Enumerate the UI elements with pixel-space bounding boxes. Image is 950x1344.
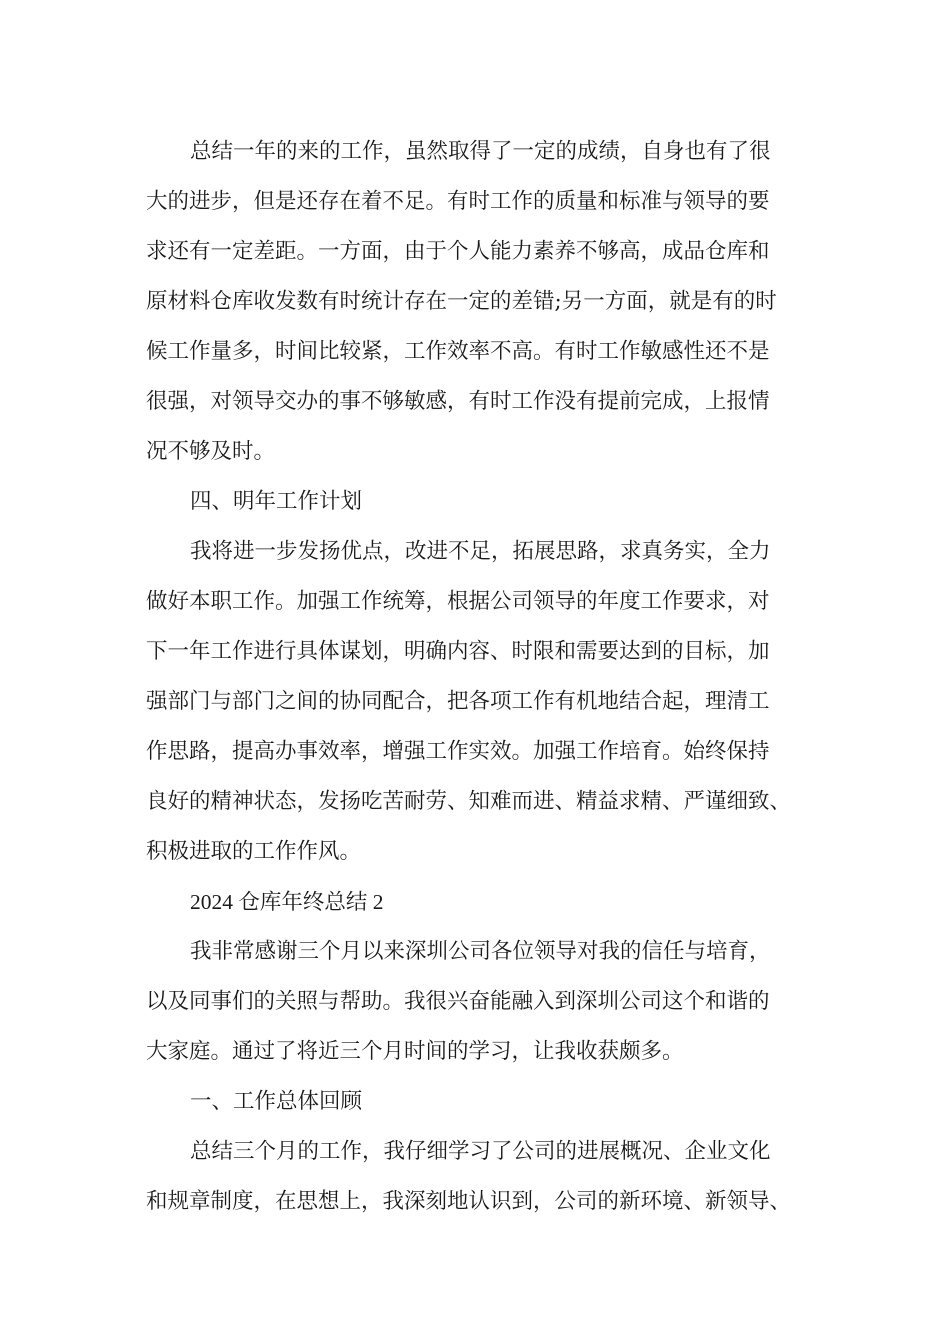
paragraph-line: 做好本职工作。加强工作统筹，根据公司领导的年度工作要求，对 bbox=[146, 589, 770, 614]
paragraph-line: 总结一年的来的工作，虽然取得了一定的成绩，自身也有了很 bbox=[190, 139, 771, 164]
paragraph-line: 作思路，提高办事效率，增强工作实效。加强工作培育。始终保持 bbox=[146, 739, 770, 764]
section-heading: 一、工作总体回顾 bbox=[190, 1089, 363, 1114]
paragraph-line: 强部门与部门之间的协同配合，把各项工作有机地结合起，理清工 bbox=[146, 689, 770, 714]
paragraph-line: 求还有一定差距。一方面，由于个人能力素养不够高，成品仓库和 bbox=[146, 239, 770, 264]
paragraph-line: 以及同事们的关照与帮助。我很兴奋能融入到深圳公司这个和谐的 bbox=[146, 989, 770, 1014]
paragraph-line: 我非常感谢三个月以来深圳公司各位领导对我的信任与培育， bbox=[190, 939, 771, 964]
document-subtitle: 2024 仓库年终总结 2 bbox=[190, 890, 384, 914]
paragraph-line: 下一年工作进行具体谋划，明确内容、时限和需要达到的目标，加 bbox=[146, 639, 770, 664]
paragraph-line: 很强，对领导交办的事不够敏感，有时工作没有提前完成，上报情 bbox=[146, 389, 770, 414]
paragraph-line: 我将进一步发扬优点，改进不足，拓展思路，求真务实，全力 bbox=[190, 539, 771, 564]
paragraph-line: 总结三个月的工作，我仔细学习了公司的进展概况、企业文化 bbox=[190, 1139, 771, 1164]
paragraph-line: 和规章制度，在思想上，我深刻地认识到，公司的新环境、新领导、 bbox=[146, 1189, 792, 1214]
section-heading: 四、明年工作计划 bbox=[190, 489, 363, 514]
paragraph-line: 候工作量多，时间比较紧，工作效率不高。有时工作敏感性还不是 bbox=[146, 339, 770, 364]
paragraph-line: 大家庭。通过了将近三个月时间的学习，让我收获颇多。 bbox=[146, 1039, 684, 1064]
paragraph-line: 大的进步，但是还存在着不足。有时工作的质量和标准与领导的要 bbox=[146, 189, 770, 214]
paragraph-line: 积极进取的工作作风。 bbox=[146, 839, 362, 864]
paragraph-line: 况不够及时。 bbox=[146, 439, 276, 464]
paragraph-line: 原材料仓库收发数有时统计存在一定的差错;另一方面，就是有的时 bbox=[146, 289, 777, 314]
paragraph-line: 良好的精神状态，发扬吃苦耐劳、知难而进、精益求精、严谨细致、 bbox=[146, 789, 792, 814]
